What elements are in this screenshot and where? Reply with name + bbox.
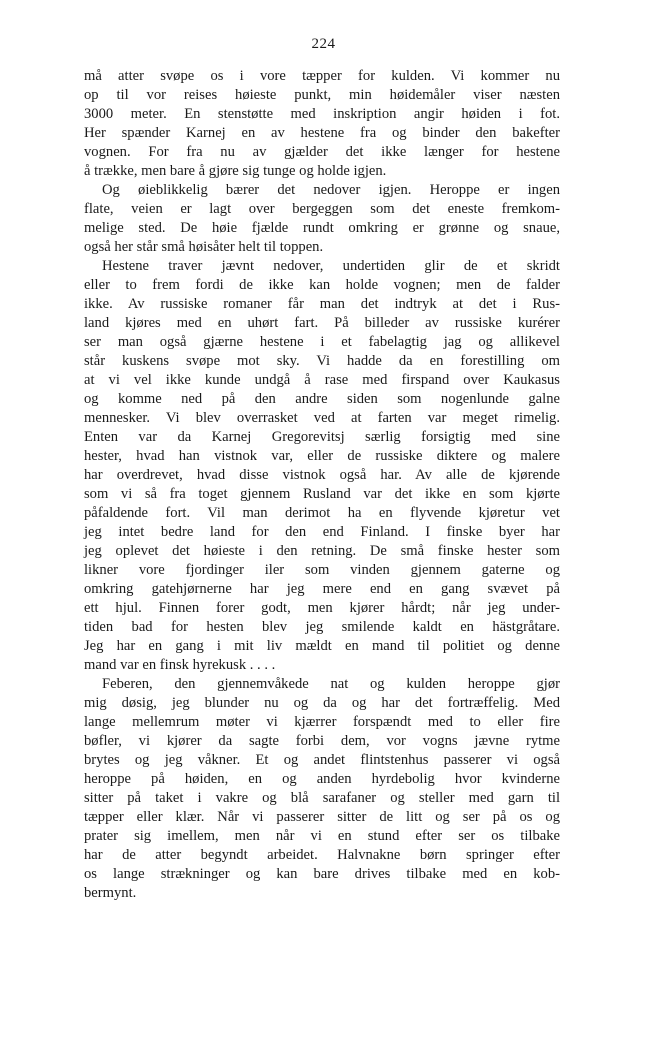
text-line: omkring gatehjørnerne har jeg mere end en gang svævet på: [84, 581, 560, 597]
text-line: prater sig imellem, men når vi en stund efter ser os tilbake: [84, 828, 560, 844]
text-line: bermynt.: [84, 885, 137, 901]
page-number: 224: [311, 36, 336, 52]
text-line: mennesker. Vi blev overrasket ved at farten var meget rimelig.: [84, 410, 560, 426]
text-line: 3000 meter. En stenstøtte med inskription angir høiden i fot.: [84, 106, 560, 122]
text-line: har de atter begyndt arbeidet. Halvnakne børn springer efter: [84, 847, 560, 863]
paragraph: [84, 67, 560, 181]
text-line: Enten var da Karnej Gregorevitsj særlig forsigtig med sine: [84, 429, 560, 445]
text-line: står kuskens svøpe mot sky. Vi hadde da en forestilling om: [84, 353, 560, 369]
text-line: Her spænder Karnej en av hestene fra og binder den bakefter: [84, 125, 560, 141]
text-line: Og øieblikkelig bærer det nedover igjen. Heroppe er ingen: [102, 182, 560, 198]
text-line: mig døsig, jeg blunder nu og da og har det fortræffelig. Med: [84, 695, 560, 711]
text-line: har overdrevet, hvad disse vistnok også har. Av alle de kjørende: [84, 467, 560, 483]
text-line: hester, hvad han vistnok var, eller de russiske diktere og malere: [84, 448, 560, 464]
text-line: heroppe på høiden, en og anden hyrdebolig hvor kvinderne: [84, 771, 560, 787]
text-line: sitter på taket i vakre og blå sarafaner og steller med garn til: [84, 790, 560, 806]
text-line: Hestene traver jævnt nedover, undertiden glir de et skridt: [102, 258, 560, 274]
text-line: melige sted. De høie fjælde rundt omkring er grønne og snaue,: [84, 220, 560, 236]
body-text: [84, 67, 560, 903]
text-line: må atter svøpe os i vore tæpper for kulden. Vi kommer nu: [84, 68, 560, 84]
paragraph: [84, 675, 560, 903]
text-line: at vi vel ikke kunde undgå å rase med firspand over Kaukasus: [84, 372, 560, 388]
text-line: land kjøres med en uhørt fart. På billeder av russiske kurérer: [84, 315, 560, 331]
text-line: os lange strækninger og kan bare drives tilbake med en kob-: [84, 866, 560, 882]
text-line: ett hjul. Finnen forer godt, men kjører hårdt; når jeg under-: [84, 600, 560, 616]
paragraph: [84, 257, 560, 675]
text-line: ikke. Av russiske romaner får man det indtryk at det i Rus-: [84, 296, 560, 312]
text-line: brytes og jeg våkner. Et og andet flintstenhus passerer vi også: [84, 752, 560, 768]
text-line: å trække, men bare å gjøre sig tunge og holde igjen.: [84, 163, 387, 179]
text-line: flate, veien er lagt over bergeggen som det eneste fremkom-: [84, 201, 560, 217]
text-line: Jeg har en gang i mit liv mældt en mand til politiet og denne: [84, 638, 560, 654]
text-line: bøfler, vi kjører da sagte forbi dem, vor vogns jævne rytme: [84, 733, 560, 749]
text-line: jeg intet bedre land for den end Finland. I finske byer har: [84, 524, 560, 540]
text-line: påfaldende fort. Vil man derimot ha en flyvende kjøretur vet: [84, 505, 560, 521]
text-line: jeg oplevet det høieste i den retning. De små finske hester som: [84, 543, 560, 559]
text-line: vognen. For fra nu av gjælder det ikke længer for hestene: [84, 144, 560, 160]
text-line: likner vore fjordinger iler som vinden gjennem gaterne og: [84, 562, 560, 578]
text-line: Feberen, den gjennemvåkede nat og kulden heroppe gjør: [102, 676, 560, 692]
text-line: ser man også gjærne hestene i et fabelagtig jag og allikevel: [84, 334, 560, 350]
text-line: op til vor reises høieste punkt, min høidemåler viser næsten: [84, 87, 560, 103]
text-line: eller to frem fordi de ikke kan holde vognen; men de falder: [84, 277, 560, 293]
text-line: mand var en finsk hyrekusk . . . .: [84, 657, 276, 673]
text-line: tæpper eller klær. Når vi passerer sitter de litt og ser på os og: [84, 809, 560, 825]
text-line: også her står små høisåter helt til toppen.: [84, 239, 324, 255]
text-line: lange mellemrum møter vi kjærrer forspændt med to eller fire: [84, 714, 560, 730]
text-line: og komme ned på den andre siden som nogenlunde galne: [84, 391, 560, 407]
paragraph: [84, 181, 560, 257]
text-line: som vi så fra toget gjennem Rusland var det ikke en som kjørte: [84, 486, 560, 502]
text-line: tiden bad for hesten blev jeg smilende kaldt en hästgråtare.: [84, 619, 560, 635]
